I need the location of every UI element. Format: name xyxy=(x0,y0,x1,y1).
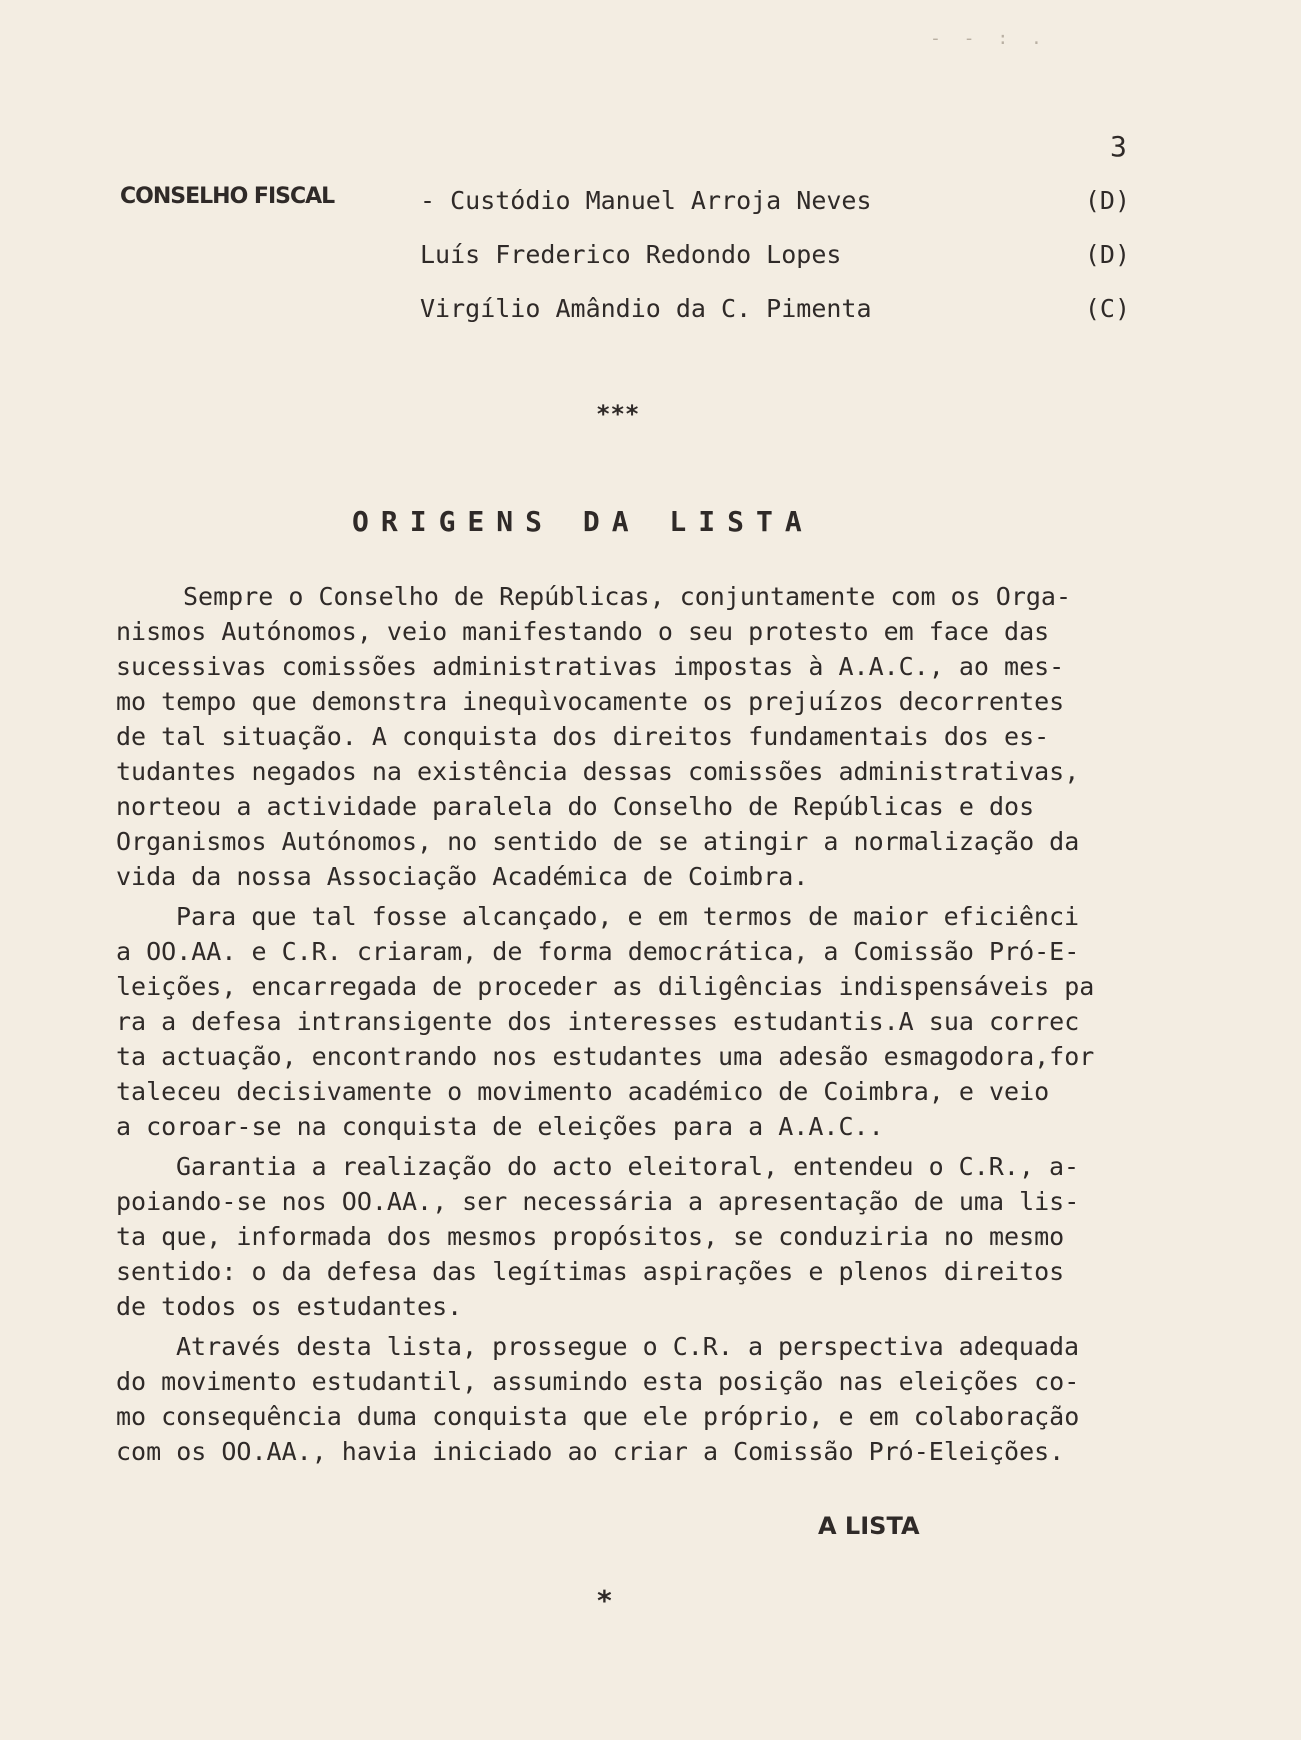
end-mark: * xyxy=(596,1584,613,1617)
body-line: mo tempo que demonstra inequìvocamente os prejuízos decorrentes xyxy=(116,687,1065,716)
page-number: 3 xyxy=(1110,130,1127,163)
member-name: Luís Frederico Redondo Lopes xyxy=(420,240,842,269)
member-tag: (D) xyxy=(1084,186,1130,215)
top-marks: - - : . xyxy=(930,28,1048,49)
body-line: com os OO.AA., havia iniciado ao criar a Comissão Pró-Eleições. xyxy=(116,1437,1065,1466)
body-line: norteou a actividade paralela do Conselho de Repúblicas e dos xyxy=(116,792,1035,821)
body-line: sucessivas comissões administrativas impostas à A.A.C., ao mes- xyxy=(116,652,1065,681)
member-name: Virgílio Amândio da C. Pimenta xyxy=(420,294,872,323)
body-line: tudantes negados na existência dessas comissões administrativas, xyxy=(116,757,1080,786)
council-member xyxy=(420,240,1140,274)
body-line: Para que tal fosse alcançado, e em termos de maior eficiênci xyxy=(176,902,1080,931)
council-member xyxy=(420,186,1140,220)
section-title: ORIGENS DA LISTA xyxy=(352,505,814,538)
council-member xyxy=(420,294,1140,328)
signature: A LISTA xyxy=(818,1512,920,1540)
body-line: ta actuação, encontrando nos estudantes uma adesão esmagodora,for xyxy=(116,1042,1095,1071)
body-line: do movimento estudantil, assumindo esta posição nas eleições co- xyxy=(116,1367,1080,1396)
body-line: ta que, informada dos mesmos propósitos, se conduziria no mesmo xyxy=(116,1222,1065,1251)
body-line: leições, encarregada de proceder as diligências indispensáveis pa xyxy=(116,972,1095,1001)
body-line: poiando-se nos OO.AA., ser necessária a apresentação de uma lis- xyxy=(116,1187,1080,1216)
body-line: Sempre o Conselho de Repúblicas, conjuntamente com os Orga- xyxy=(183,582,1072,611)
member-name: - Custódio Manuel Arroja Neves xyxy=(420,186,872,215)
separator-stars: *** xyxy=(596,400,640,428)
body-line: Garantia a realização do acto eleitoral, entendeu o C.R., a- xyxy=(176,1152,1080,1181)
body-line: sentido: o da defesa das legítimas aspirações e plenos direitos xyxy=(116,1257,1065,1286)
body-line: Organismos Autónomos, no sentido de se atingir a normalização da xyxy=(116,827,1080,856)
member-tag: (D) xyxy=(1084,240,1130,269)
body-line: a OO.AA. e C.R. criaram, de forma democrática, a Comissão Pró-E- xyxy=(116,937,1080,966)
body-line: taleceu decisivamente o movimento académico de Coimbra, e veio xyxy=(116,1077,1050,1106)
body-line: nismos Autónomos, veio manifestando o seu protesto em face das xyxy=(116,617,1050,646)
member-tag: (C) xyxy=(1084,294,1130,323)
body-line: de todos os estudantes. xyxy=(116,1292,463,1321)
body-line: vida da nossa Associação Académica de Coimbra. xyxy=(116,862,809,891)
body-line: de tal situação. A conquista dos direitos fundamentais dos es- xyxy=(116,722,1050,751)
council-title: CONSELHO FISCAL xyxy=(120,184,335,209)
body-line: mo consequência duma conquista que ele próprio, e em colaboração xyxy=(116,1402,1080,1431)
body-line: a coroar-se na conquista de eleições para a A.A.C.. xyxy=(116,1112,884,1141)
body-line: ra a defesa intransigente dos interesses estudantis.A sua correc xyxy=(116,1007,1080,1036)
body-line: Através desta lista, prossegue o C.R. a perspectiva adequada xyxy=(176,1332,1080,1361)
